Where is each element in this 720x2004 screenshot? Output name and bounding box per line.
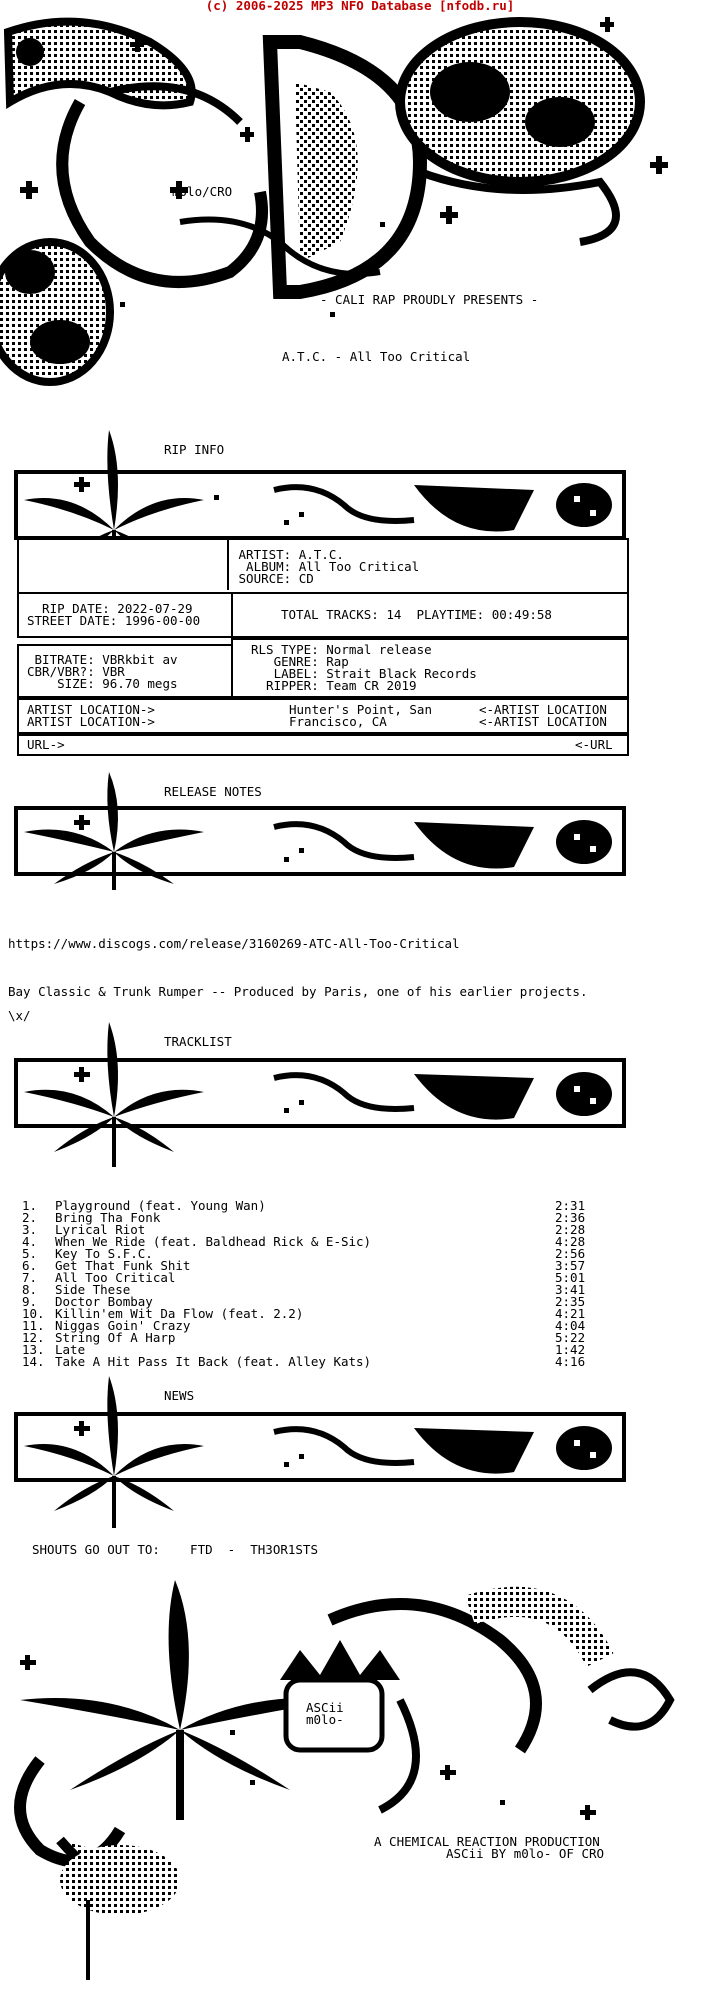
track-row (22, 1356, 602, 1368)
track-title: Take A Hit Pass It Back (feat. Alley Kats) (55, 1354, 372, 1369)
track-time: 4:28 (555, 1234, 586, 1249)
track-time: 5:22 (555, 1330, 586, 1345)
discogs-link[interactable]: https://www.discogs.com/release/3160269-ATC-All-Too-Critical (8, 936, 460, 951)
track-title: String Of A Harp (55, 1330, 176, 1345)
track-number: 6. (22, 1258, 38, 1273)
track-number: 5. (22, 1246, 38, 1261)
track-number: 8. (22, 1282, 38, 1297)
release-title: A.T.C. - All Too Critical (282, 349, 471, 364)
track-time: 2:31 (555, 1198, 586, 1213)
news-heading: NEWS (164, 1388, 195, 1403)
track-row (22, 1332, 602, 1344)
footer-ascii-art (0, 1580, 720, 1980)
track-number: 2. (22, 1210, 38, 1225)
track-number: 13. (22, 1342, 45, 1357)
art-credit: m0lo/CRO (172, 184, 233, 199)
track-title: Doctor Bombay (55, 1294, 153, 1309)
track-title: Get That Funk Shit (55, 1258, 191, 1273)
left-art-fill (17, 538, 229, 590)
release-note-sign: \x/ (8, 1008, 31, 1023)
leaf-banner-tracklist (14, 1022, 626, 1172)
track-time: 1:42 (555, 1342, 586, 1357)
track-time: 3:57 (555, 1258, 586, 1273)
bitrate-row: BITRATE: VBRkbit av CBR/VBR?: VBR SIZE: 96.70 megs (27, 652, 178, 691)
track-time: 5:01 (555, 1270, 586, 1285)
site-credit[interactable]: (c) 2006-2025 MP3 NFO Database [nfodb.ru] (205, 0, 515, 13)
ascii-by-line: ASCii BY m0lo- OF CRO (446, 1846, 605, 1861)
dates-box (17, 592, 233, 638)
track-title: Late (55, 1342, 86, 1357)
track-time: 4:16 (555, 1354, 586, 1369)
shouts-line: SHOUTS GO OUT TO: FTD - TH3OR1STS (32, 1542, 318, 1557)
production-line: A CHEMICAL REACTION PRODUCTION (374, 1834, 600, 1849)
track-time: 2:56 (555, 1246, 586, 1261)
track-number: 14. (22, 1354, 45, 1369)
url-box (17, 734, 629, 756)
track-title: All Too Critical (55, 1270, 176, 1285)
track-number: 1. (22, 1198, 38, 1213)
track-title: Bring Tha Fonk (55, 1210, 161, 1225)
track-title: Playground (feat. Young Wan) (55, 1198, 266, 1213)
track-title: Killin'em Wit Da Flow (feat. 2.2) (55, 1306, 304, 1321)
track-number: 12. (22, 1330, 45, 1345)
location-box (17, 698, 629, 734)
tracklist (22, 1200, 602, 1368)
track-number: 10. (22, 1306, 45, 1321)
track-title: Lyrical Riot (55, 1222, 146, 1237)
release-note-text: Bay Classic & Trunk Rumper -- Produced by Paris, one of his earlier projects. (8, 984, 588, 999)
totals-row: TOTAL TRACKS: 14 PLAYTIME: 00:49:58 (281, 607, 552, 622)
artist-row: ARTIST: A.T.C. ALBUM: All Too Critical SOURCE: CD (238, 547, 420, 586)
leaf-banner-news (14, 1376, 626, 1536)
track-time: 4:21 (555, 1306, 586, 1321)
location-right: <-ARTIST LOCATION <-ARTIST LOCATION (479, 702, 607, 729)
release-box (231, 638, 629, 698)
totals-box (231, 592, 629, 638)
track-number: 4. (22, 1234, 38, 1249)
presents-line: - CALI RAP PROUDLY PRESENTS - (320, 292, 539, 307)
dates-row: RIP DATE: 2022-07-29 STREET DATE: 1996-00-00 (27, 601, 201, 628)
track-number: 9. (22, 1294, 38, 1309)
rip-info-heading: RIP INFO (164, 442, 225, 457)
bitrate-box (17, 644, 233, 698)
track-title: Side These (55, 1282, 131, 1297)
release-notes-heading: RELEASE NOTES (164, 784, 262, 799)
track-number: 7. (22, 1270, 38, 1285)
track-number: 11. (22, 1318, 45, 1333)
track-title: When We Ride (feat. Baldhead Rick & E-Sic) (55, 1234, 372, 1249)
release-row: RLS TYPE: Normal release GENRE: Rap LABEL: Strait Black Records RIPPER: Team CR 2019 (251, 642, 477, 693)
url-left: URL-> (27, 737, 65, 752)
url-right: <-URL (575, 737, 613, 752)
ascii-badge: ASCii m0lo- (306, 1700, 344, 1727)
tracklist-heading: TRACKLIST (164, 1034, 232, 1049)
location-value: Hunter's Point, San Francisco, CA (289, 702, 432, 729)
track-title: Key To S.F.C. (55, 1246, 153, 1261)
track-time: 2:36 (555, 1210, 586, 1225)
track-time: 4:04 (555, 1318, 586, 1333)
location-left: ARTIST LOCATION-> ARTIST LOCATION-> (27, 702, 155, 729)
discogs-url[interactable] (8, 938, 460, 950)
track-time: 2:35 (555, 1294, 586, 1309)
track-time: 2:28 (555, 1222, 586, 1237)
leaf-banner-release-notes (14, 772, 626, 892)
track-title: Niggas Goin' Crazy (55, 1318, 191, 1333)
track-number: 3. (22, 1222, 38, 1237)
track-time: 3:41 (555, 1282, 586, 1297)
